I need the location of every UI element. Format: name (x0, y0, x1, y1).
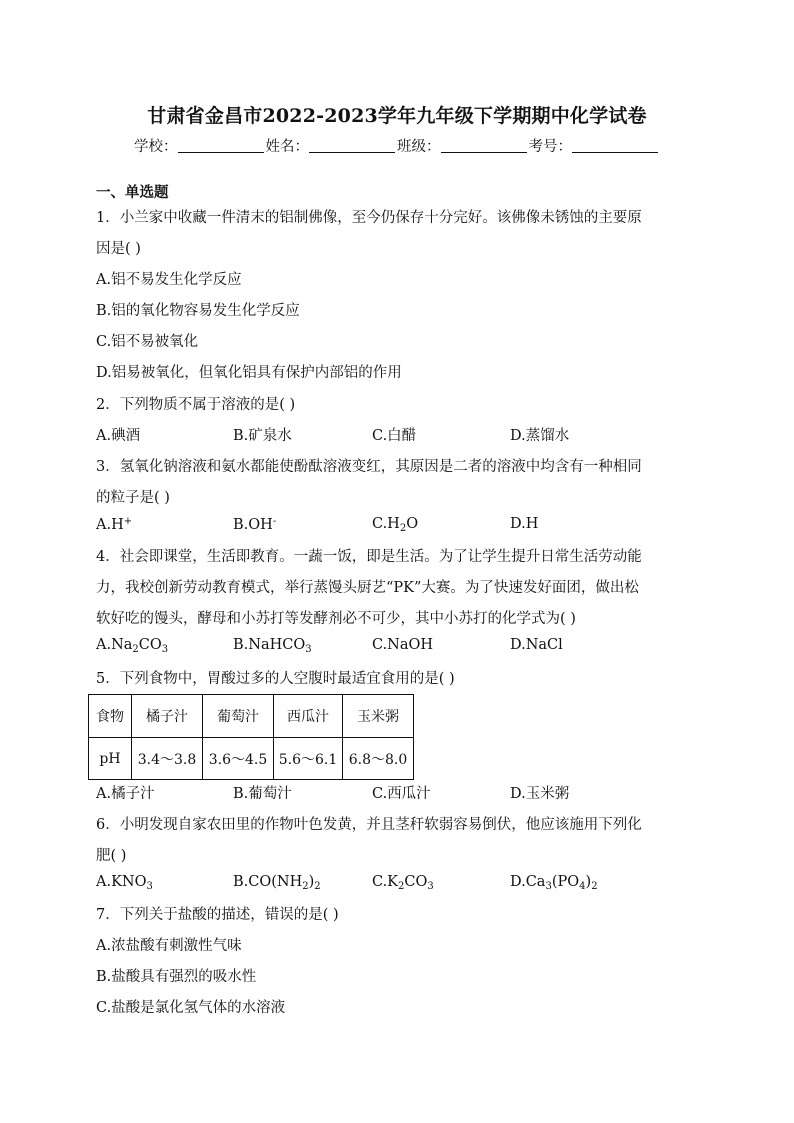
table-cell: 3.4～3.8 (132, 738, 203, 780)
q6-stem-line1: 6．小明发现自家农田里的作物叶色发黄，并且茎秆软弱容易倒伏，他应该施用下列化 (96, 817, 642, 833)
q3-option-c: $C.H_2O$ (372, 516, 419, 534)
table-header-row (89, 695, 414, 738)
name-blank[interactable] (309, 138, 395, 153)
table-header-cell: 葡萄汁 (203, 695, 274, 738)
q2-option-a: A.碘酒 (96, 428, 141, 444)
q5-option-d: D.玉米粥 (510, 786, 570, 802)
q3-option-b: B.OH- (233, 516, 277, 533)
table-header-cell: 西瓜汁 (274, 695, 343, 738)
q1-option-a: A.铝不易发生化学反应 (96, 272, 242, 288)
q1-option-d: D.铝易被氧化，但氧化铝具有保护内部铝的作用 (96, 365, 402, 381)
exam-no-label: 考号： (528, 139, 572, 155)
q3-stem-line1: 3．氢氧化钠溶液和氨水都能使酚酞溶液变红，其原因是二者的溶液中均含有一种相同 (96, 459, 642, 475)
table-header-cell: 玉米粥 (343, 695, 414, 738)
q4-option-d: D.NaCl (510, 637, 563, 653)
student-info-line (0, 135, 794, 156)
class-blank[interactable] (441, 138, 527, 153)
exam-title: 甘肃省金昌市2022-2023学年九年级下学期期中化学试卷 (147, 105, 647, 127)
q1-stem-line2: 因是( ) (96, 241, 141, 257)
school-blank[interactable] (178, 138, 264, 153)
exam-no-blank[interactable] (572, 138, 658, 153)
q4-stem-line2: 力，我校创新劳动教育模式，举行蒸馒头厨艺“PK”大赛。为了快速发好面团，做出松 (96, 580, 639, 596)
q1-option-c: C.铝不易被氧化 (96, 334, 199, 350)
table-header-cell: 橘子汁 (132, 695, 203, 738)
q2-stem: 2．下列物质不属于溶液的是( ) (96, 397, 296, 413)
school-label: 学校： (134, 139, 178, 155)
q6-option-c: $C.K_2CO_3$ (372, 874, 434, 892)
q1-stem-line1: 1．小兰家中收藏一件清末的铝制佛像，至今仍保存十分完好。该佛像未锈蚀的主要原 (96, 210, 642, 226)
q3-option-a: A.H+ (96, 516, 133, 533)
q4-option-c: C.NaOH (372, 637, 434, 653)
q5-option-a: A.橘子汁 (96, 786, 155, 802)
table-header-cell: 食物 (89, 695, 132, 738)
q5-option-c: C.西瓜汁 (372, 786, 431, 802)
q5-option-b: B.葡萄汁 (233, 786, 292, 802)
q6-option-b: $B.CO(NH_2)_2$ (233, 874, 321, 892)
ph-table (88, 694, 414, 780)
q5-stem: 5．下列食物中，胃酸过多的人空腹时最适宜食用的是( ) (96, 671, 455, 687)
q4-stem-line1: 4．社会即课堂，生活即教育。一蔬一饭，即是生活。为了让学生提升日常生活劳动能 (96, 549, 642, 565)
q4-option-b: B.NaHCO$_3$ (233, 637, 312, 655)
q3-stem-line2: 的粒子是( ) (96, 490, 170, 506)
class-label: 班级： (397, 139, 441, 155)
table-row (89, 738, 414, 780)
table-cell: 6.8～8.0 (343, 738, 414, 780)
q7-option-b: B.盐酸具有强烈的吸水性 (96, 969, 257, 985)
table-cell: 3.6～4.5 (203, 738, 274, 780)
q7-option-a: A.浓盐酸有刺激性气味 (96, 938, 242, 954)
q6-option-d: $D.Ca_3(PO_4)_2$ (510, 874, 598, 892)
q6-option-a: $A.KNO_3$ (96, 874, 153, 892)
q2-option-d: D.蒸馏水 (510, 428, 570, 444)
q4-stem-line3: 软好吃的馒头，酵母和小苏打等发酵剂必不可少，其中小苏打的化学式为( ) (96, 611, 576, 627)
q6-stem-line2: 肥( ) (96, 848, 127, 864)
section-heading: 一、单选题 (96, 184, 169, 201)
q7-option-c: C.盐酸是氯化氢气体的水溶液 (96, 1000, 286, 1016)
table-cell: 5.6～6.1 (274, 738, 343, 780)
q4-option-a: $A.Na_2CO_3$ (96, 637, 169, 655)
q3-option-d: D.H (510, 516, 539, 532)
q2-option-b: B.矿泉水 (233, 428, 292, 444)
q2-option-c: C.白醋 (372, 428, 417, 444)
table-cell: pH (89, 738, 132, 780)
q7-stem: 7．下列关于盐酸的描述，错误的是( ) (96, 907, 339, 923)
q1-option-b: B.铝的氧化物容易发生化学反应 (96, 303, 300, 319)
name-label: 姓名： (265, 139, 309, 155)
